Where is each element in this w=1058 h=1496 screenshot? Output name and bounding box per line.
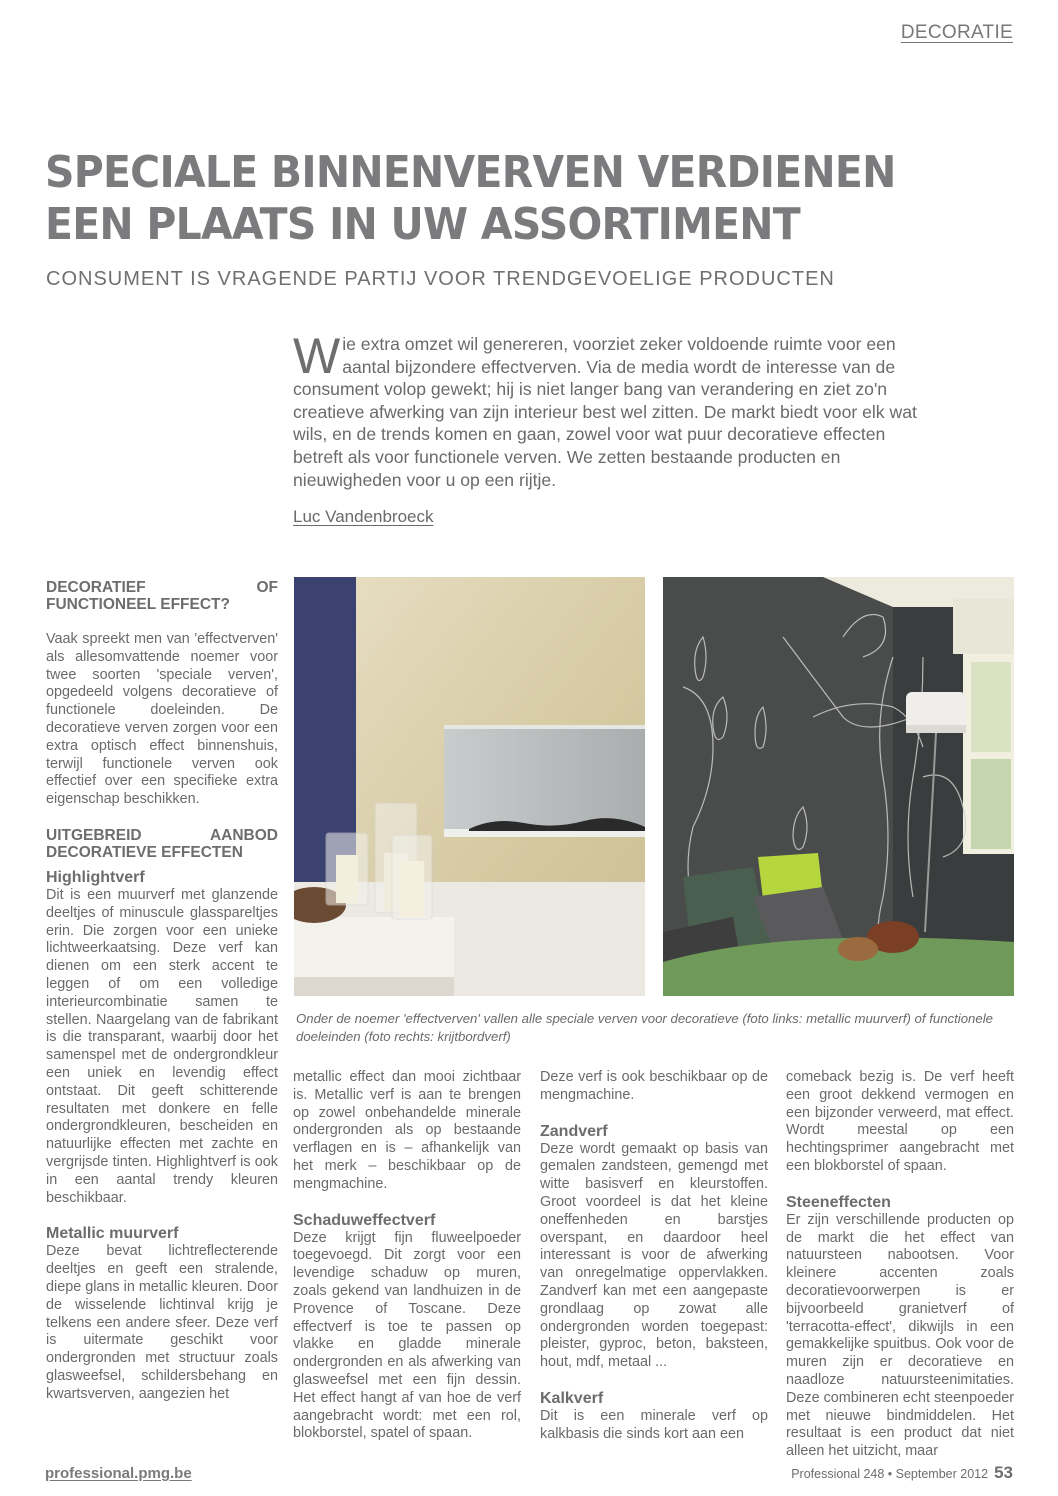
heading-decoratief-of-functioneel: DECORATIEF OF FUNCTIONEEL EFFECT? (46, 579, 278, 613)
drop-cap: W (293, 328, 341, 384)
paragraph: Vaak spreekt men van 'effectverven' als allesomvattende noemer voor twee soorten 'speciale verven', opgedeeld volgens decoratieve of functionele doeleinden. De decoratieve verven zorgen voor een extra optisch effect binnenshuis, terwijl functionele verven ook effectief over een specifieke extra eigenschap beschikken. (46, 631, 278, 808)
paragraph: Deze bevat lichtreflecterende deeltjes en geeft een stralende, diepe glans in metallic kleuren. Door de wisselende lichtinval krijg je telkens een andere sfeer. Deze verf is uitermate geschikt voor ondergronden met structuur zoals glasweefsel, schildersbehang en kwartsverven, aangezien het (46, 1243, 278, 1402)
title-line-1: SPECIALE BINNENVERVEN VERDIENEN (45, 147, 896, 198)
title-line-2: EEN PLAATS IN UW ASSORTIMENT (45, 199, 800, 250)
subtitle: CONSUMENT IS VRAGENDE PARTIJ VOOR TRENDGEVOELIGE PRODUCTEN (46, 268, 835, 290)
photo-chalkboard-wall-image (663, 577, 1014, 996)
author-byline[interactable]: Luc Vandenbroeck (293, 507, 434, 526)
photo-metallic-wall-image (294, 577, 645, 996)
paragraph: Er zijn verschillende producten op de markt die het effect van natuursteen nabootsen. Voor kleinere accenten zoals decoratievoorwerpen is er bijvoorbeeld granietverf of 'terracotta-effect', dikwijls in een gemakkelijke spuitbus. Ook voor de muren zijn er decoratieve en naadloze natuursteenimitaties. Deze combineren echt steenpoeder met nieuwe bindmiddelen. Het resultaat is een product dat niet alleen het uitzicht, maar (786, 1211, 1014, 1460)
intro-text: ie extra omzet wil genereren, voorziet zeker voldoende ruimte voor een aantal bijzondere effectverven. Via de media wordt de interesse van de consument volop gewekt; hij is niet langer bang van verandering en ziet zo'n creatieve afwerking van zijn interieur best wel zitten. De markt biedt voor elk wat wils, en de trends komen en gaan, zowel voor wat puur decoratieve effecten betreft als voor functionele verven. We zetten bestaande producten en nieuwigheden voor u op een rijtje. (293, 334, 917, 490)
heading-uitgebreid-aanbod: UITGEBREID AANBOD DECORATIEVE EFFECTEN (46, 826, 278, 861)
paragraph: Dit is een minerale verf op kalkbasis die sinds kort aan een (540, 1407, 768, 1442)
paragraph: Deze krijgt fijn fluweelpoeder toegevoegd. Dit zorgt voor een levendige schaduw op muren, zoals gekend van landhuizen in de Provence of Toscane. Deze effectverf is toe te passen op vlakke en gladde minerale ondergronden en als afwerking van glasweefsel met een fijn dessin. Het effect hangt af van hoe de verf aangebracht wordt: met een rol, blokborstel, spatel of spaan. (293, 1229, 521, 1442)
page-title (45, 147, 929, 251)
paragraph: metallic effect dan mooi zichtbaar is. Metallic verf is aan te brengen op zowel onbehandelde minerale ondergronden als op bestaande verflagen en is – afhankelijk van het merk – beschikbaar op de mengmachine. (293, 1069, 521, 1192)
column-3 (540, 1069, 768, 1444)
subheading-kalkverf: Kalkverf (540, 1389, 604, 1407)
column-2 (293, 1069, 521, 1443)
subheading-steeneffecten: Steeneffecten (786, 1193, 891, 1211)
subheading-schaduweffectverf: Schaduweffectverf (293, 1211, 436, 1229)
paragraph: Deze wordt gemaakt op basis van gemalen zandsteen, gemengd met witte basisverf en kleurstoffen. Groot voordeel is dat het kleine oneffenheden en barstjes overspant, en daardoor heel interessant is voor de afwerking van onregelmatige oppervlakken. Zandverf kan met een aangepaste grondlaag op zowat alle ondergronden worden toegepast: pleister, gyproc, beton, baksteen, hout, mdf, metaal ... (540, 1140, 768, 1371)
paragraph: comeback bezig is. De verf heeft een groot dekkend vermogen en een bijzonder verweerd, mat effect. Wordt meestal op een hechtingsprimer aangebracht met een blokborstel of spaan. (786, 1069, 1014, 1174)
page-number: 53 (994, 1463, 1013, 1482)
issue-label: Professional 248 • September 2012 (791, 1467, 989, 1481)
subheading-metallic-muurverf: Metallic muurverf (46, 1225, 179, 1243)
column-1 (46, 579, 278, 1403)
photo-caption: Onder de noemer 'effectverven' vallen alle speciale verven voor decoratieve (foto links: metallic muurverf) of functionele doeleinden (foto rechts: krijtbordverf) (296, 1011, 993, 1044)
photo-metallic-muurverf (294, 577, 645, 996)
paragraph: Dit is een muurverf met glanzende deeltjes of minuscule glasspareltjes erin. Die zorgen voor een unieke lichtweerkaatsing. Deze verf kan dienen om een sterk accent te leggen of om een volledige interieurcombinatie samen te stellen. Naargelang van de fabrikant is die transparant, waarbij door het samenspel met de ondergrondkleur een uniek en levendig effect ontstaat. Dit geeft schitterende resultaten met donkere en felle ondergrondkleuren, bescheiden en natuurlijke effecten met zachte en vergrijsde tinten. Highlightverf is ook in een aantal trendy kleuren beschikbaar. (46, 886, 278, 1206)
photo-krijtbordverf (663, 577, 1014, 996)
column-4 (786, 1069, 1014, 1461)
paragraph: Deze verf is ook beschikbaar op de mengmachine. (540, 1069, 768, 1103)
issue-info (791, 1463, 1013, 1483)
subheading-zandverf: Zandverf (540, 1122, 608, 1140)
section-label[interactable]: DECORATIE (900, 22, 1013, 43)
intro-paragraph (293, 328, 918, 491)
subheading-highlightverf: Highlightverf (46, 868, 145, 886)
website-link[interactable]: professional.pmg.be (45, 1465, 192, 1482)
